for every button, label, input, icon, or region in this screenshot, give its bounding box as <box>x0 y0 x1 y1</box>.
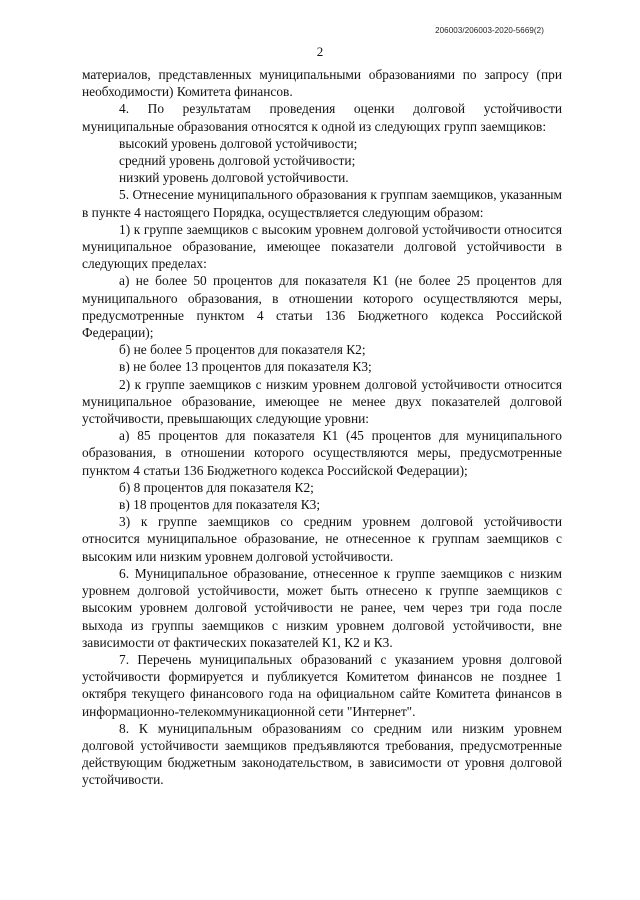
paragraph: а) 85 процентов для показателя К1 (45 процентов для муниципального образования, в отношении которого осуществляются меры, предусмотренные пунктом 4 статьи 136 Бюджетного кодекса Российской Федерации); <box>82 428 562 478</box>
paragraph: 7. Перечень муниципальных образований с указанием уровня долговой устойчивости формируется и публикуется Комитетом финансов не позднее 1 октября текущего финансового года на официальном сайте Комитета финансов в информационно-телекоммуникационной сети "Интернет". <box>82 651 562 719</box>
list-item: низкий уровень долговой устойчивости. <box>119 170 349 186</box>
paragraph: 2) к группе заемщиков с низким уровнем долговой устойчивости относится муниципальное образование, имеющее не менее двух показателей долговой устойчивости, превышающих следующие уровни: <box>82 376 562 427</box>
paragraph: 8. К муниципальным образованиям со средним или низким уровнем долговой устойчивости заемщиков предъявляются требования, предусмотренные действующим бюджетным законодательством, в зависимости от уровня долговой устойчивости. <box>82 720 562 788</box>
paragraph: 1) к группе заемщиков с высоким уровнем долговой устойчивости относится муниципальное образование, имеющее показатели долговой устойчивости в следующих пределах: <box>82 221 562 272</box>
paragraph: а) не более 50 процентов для показателя К1 (не более 25 процентов для муниципального образования, в отношении которого осуществляются меры, предусмотренные пунктом 4 статьи 136 Бюджетного кодекса Российской Федерации); <box>82 273 562 341</box>
document-id: 206003/206003-2020-5669(2) <box>435 26 544 35</box>
paragraph: 5. Отнесение муниципального образования к группам заемщиков, указанным в пункте 4 настоящего Порядка, осуществляется следующим образом: <box>82 187 562 220</box>
paragraph: 6. Муниципальное образование, отнесенное к группе заемщиков с низким уровнем долговой устойчивости, может быть отнесено к группе заемщиков с высоким уровнем долговой устойчивости не ранее, чем через три года после выхода из группы заемщиков с низким уровнем долговой устойчивости, вне зависимости от фактических показателей К1, К2 и К3. <box>82 565 562 650</box>
list-item: средний уровень долговой устойчивости; <box>119 153 356 169</box>
page-number: 2 <box>316 44 324 59</box>
paragraph: в) не более 13 процентов для показателя К3; <box>119 359 372 375</box>
paragraph: б) 8 процентов для показателя К2; <box>119 479 314 495</box>
paragraph: 3) к группе заемщиков со средним уровнем долговой устойчивости относится муниципальное образование, не отнесенное к группам заемщиков с высоким или низким уровнем долговой устойчивости. <box>82 514 562 564</box>
paragraph: материалов, представленных муниципальными образованиями по запросу (при необходимости) Комитета финансов. <box>82 67 562 100</box>
paragraph: 4. По результатам проведения оценки долговой устойчивости муниципальные образования относятся к одной из следующих групп заемщиков: <box>82 101 562 134</box>
paragraph: б) не более 5 процентов для показателя К2; <box>119 342 366 358</box>
document-body <box>82 66 562 789</box>
paragraph: в) 18 процентов для показателя К3; <box>119 497 321 513</box>
list-item: высокий уровень долговой устойчивости; <box>119 135 358 151</box>
